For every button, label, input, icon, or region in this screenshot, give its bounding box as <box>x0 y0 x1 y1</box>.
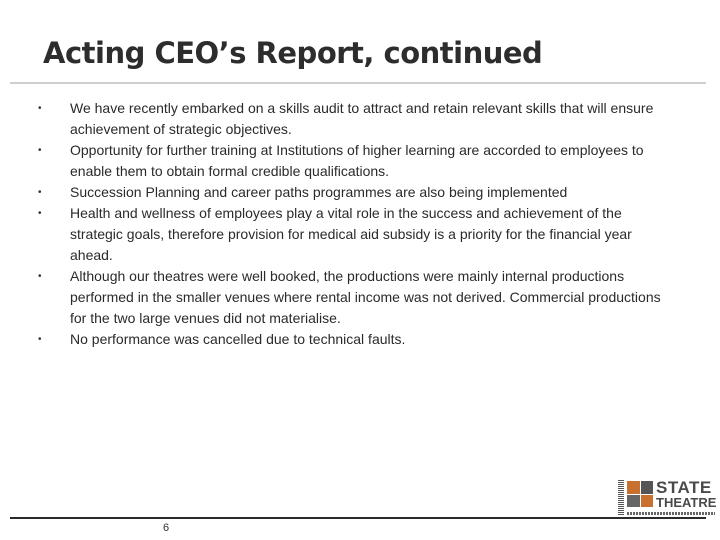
bullet-text: We have recently embarked on a skills audit to attract and retain relevant skills that will ensure achievement of strategic objectives. <box>70 100 654 137</box>
bullet-item <box>38 329 678 350</box>
bullet-list <box>38 98 678 350</box>
bullet-text: Succession Planning and career paths programmes are also being implemented <box>70 184 568 200</box>
bullet-marker: • <box>38 271 42 282</box>
logo-wordmark-line1: STATE <box>656 478 712 497</box>
bullet-text: No performance was cancelled due to technical faults. <box>70 331 406 347</box>
bullet-item <box>38 266 678 329</box>
logo-tagline-strip <box>627 512 715 515</box>
bullet-text: Although our theatres were well booked, the productions were mainly internal productions performed in the smaller venues where rental income was not derived. Commercial productions for the two large venues did not materialise. <box>70 268 661 326</box>
bullet-item <box>38 203 678 266</box>
bullet-marker: • <box>38 187 42 198</box>
title-divider <box>10 82 706 84</box>
slide-title: Acting CEO’s Report, continued <box>43 36 543 70</box>
logo-vertical-stripe <box>618 480 624 516</box>
logo-wordmark-line2: THEATRE <box>656 495 717 510</box>
bullet-item <box>38 182 678 203</box>
bullet-marker: • <box>38 334 42 345</box>
bullet-item <box>38 140 678 182</box>
bullet-marker: • <box>38 103 42 114</box>
bullet-item <box>38 98 678 140</box>
bullet-text: Health and wellness of employees play a vital role in the success and achievement of the strategic goals, therefore provision for medical aid subsidy is a priority for the financial year ahead. <box>70 205 632 263</box>
logo-mark-icon <box>627 481 653 507</box>
bullet-marker: • <box>38 208 42 219</box>
footer-divider <box>10 517 706 519</box>
page-number: 6 <box>163 522 170 534</box>
bullet-text: Opportunity for further training at Institutions of higher learning are accorded to employees to enable them to obtain formal credible qualifications. <box>70 142 644 179</box>
bullet-marker: • <box>38 145 42 156</box>
